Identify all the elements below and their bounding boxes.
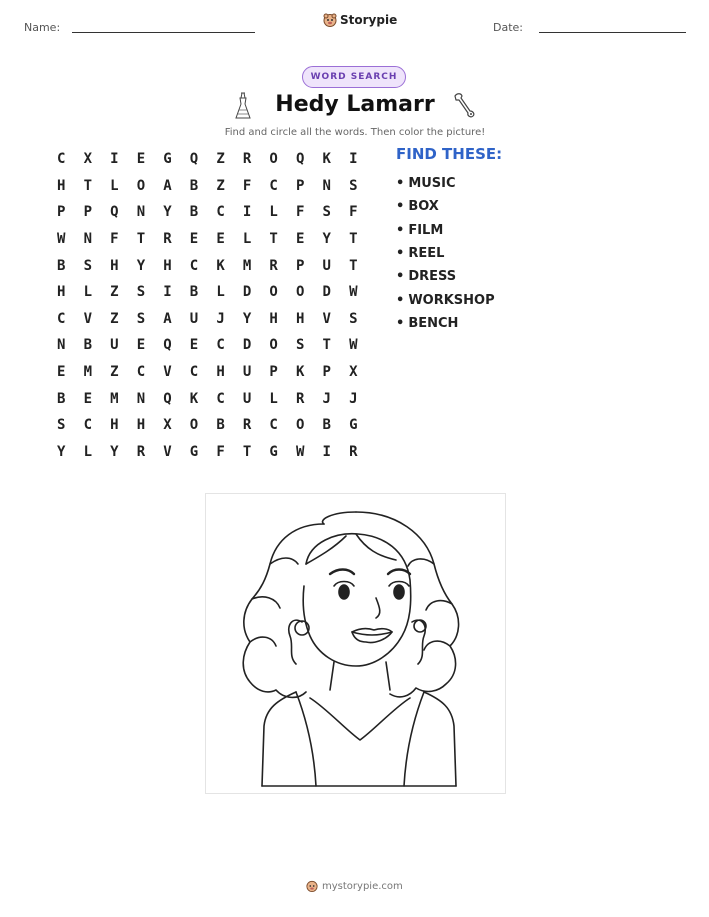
- bullet-icon: •: [396, 269, 405, 285]
- grid-letter[interactable]: C: [57, 151, 66, 168]
- grid-letter[interactable]: H: [136, 417, 146, 434]
- grid-letter[interactable]: H: [269, 310, 278, 327]
- grid-letter[interactable]: J: [216, 310, 225, 327]
- grid-letter[interactable]: E: [57, 364, 66, 381]
- grid-letter[interactable]: H: [57, 284, 66, 301]
- grid-letter[interactable]: R: [242, 417, 252, 434]
- grid-letter[interactable]: C: [189, 257, 199, 274]
- storypie-mascot-icon: [306, 880, 318, 892]
- grid-letter[interactable]: E: [189, 337, 199, 354]
- grid-letter[interactable]: D: [322, 284, 331, 301]
- grid-letter[interactable]: O: [295, 417, 305, 434]
- grid-letter[interactable]: C: [189, 364, 199, 381]
- word-label: DRESS: [408, 269, 457, 285]
- grid-letter[interactable]: T: [349, 231, 358, 248]
- grid-letter[interactable]: V: [163, 443, 172, 460]
- grid-letter[interactable]: C: [216, 204, 225, 221]
- grid-letter[interactable]: N: [136, 204, 146, 221]
- grid-letter[interactable]: P: [83, 204, 93, 221]
- grid-letter[interactable]: Y: [136, 257, 146, 274]
- grid-letter[interactable]: B: [83, 337, 93, 354]
- grid-letter[interactable]: Z: [110, 310, 119, 327]
- grid-letter[interactable]: L: [242, 231, 252, 248]
- grid-letter[interactable]: E: [136, 151, 146, 168]
- grid-letter[interactable]: F: [242, 177, 252, 194]
- grid-letter[interactable]: E: [295, 231, 305, 248]
- grid-letter[interactable]: T: [242, 443, 252, 460]
- grid-letter[interactable]: B: [57, 390, 66, 407]
- grid-letter[interactable]: U: [242, 390, 252, 407]
- bullet-icon: •: [396, 246, 405, 262]
- grid-letter[interactable]: Z: [110, 364, 119, 381]
- grid-letter[interactable]: K: [189, 390, 199, 407]
- grid-letter[interactable]: H: [163, 257, 172, 274]
- grid-letter[interactable]: U: [110, 337, 119, 354]
- word-label: WORKSHOP: [408, 292, 495, 308]
- grid-letter[interactable]: R: [349, 443, 358, 460]
- grid-letter[interactable]: A: [163, 310, 172, 327]
- grid-letter[interactable]: M: [83, 364, 93, 381]
- grid-letter[interactable]: B: [57, 257, 66, 274]
- grid-letter[interactable]: U: [322, 257, 331, 274]
- grid-letter[interactable]: R: [269, 257, 278, 274]
- grid-letter[interactable]: H: [295, 310, 305, 327]
- bullet-icon: •: [396, 315, 405, 331]
- grid-letter[interactable]: L: [269, 204, 278, 221]
- grid-letter[interactable]: N: [322, 177, 331, 194]
- grid-letter[interactable]: T: [269, 231, 278, 248]
- grid-letter[interactable]: K: [216, 257, 225, 274]
- grid-letter[interactable]: G: [189, 443, 199, 460]
- grid-letter[interactable]: K: [295, 364, 305, 381]
- word-list-item: [396, 288, 495, 311]
- grid-letter[interactable]: H: [110, 257, 119, 274]
- grid-letter[interactable]: V: [322, 310, 331, 327]
- grid-letter[interactable]: W: [295, 443, 305, 460]
- grid-letter[interactable]: C: [216, 390, 225, 407]
- grid-letter[interactable]: T: [322, 337, 331, 354]
- grid-letter[interactable]: E: [136, 337, 146, 354]
- grid-letter[interactable]: A: [163, 177, 172, 194]
- grid-letter[interactable]: O: [189, 417, 199, 434]
- grid-letter[interactable]: L: [269, 390, 278, 407]
- grid-letter[interactable]: P: [295, 257, 305, 274]
- grid-letter[interactable]: I: [163, 284, 172, 301]
- grid-letter[interactable]: S: [136, 310, 146, 327]
- grid-letter[interactable]: K: [322, 151, 331, 168]
- grid-letter[interactable]: B: [189, 177, 199, 194]
- grid-letter[interactable]: F: [295, 204, 305, 221]
- grid-letter[interactable]: H: [57, 177, 66, 194]
- grid-letter[interactable]: O: [269, 151, 278, 168]
- grid-letter[interactable]: H: [216, 364, 225, 381]
- dress-icon: [234, 92, 252, 120]
- word-list-item: [396, 312, 495, 335]
- grid-letter[interactable]: C: [136, 364, 146, 381]
- grid-letter[interactable]: Q: [163, 337, 172, 354]
- grid-letter[interactable]: B: [189, 284, 199, 301]
- grid-letter[interactable]: I: [322, 443, 331, 460]
- word-search-badge: WORD SEARCH: [302, 66, 406, 88]
- grid-letter[interactable]: D: [242, 284, 252, 301]
- grid-letter[interactable]: F: [110, 231, 119, 248]
- grid-letter[interactable]: B: [216, 417, 225, 434]
- grid-letter[interactable]: Z: [110, 284, 119, 301]
- bullet-icon: •: [396, 199, 405, 215]
- grid-letter[interactable]: J: [322, 390, 331, 407]
- grid-letter[interactable]: R: [295, 390, 305, 407]
- grid-letter[interactable]: E: [83, 390, 93, 407]
- grid-letter[interactable]: I: [349, 151, 358, 168]
- grid-letter[interactable]: R: [242, 151, 252, 168]
- grid-letter[interactable]: C: [269, 417, 278, 434]
- grid-letter[interactable]: N: [83, 231, 93, 248]
- word-list-item: [396, 195, 495, 218]
- date-label: Date:: [493, 21, 523, 34]
- grid-letter[interactable]: T: [349, 257, 358, 274]
- grid-letter[interactable]: S: [295, 337, 305, 354]
- grid-letter[interactable]: Y: [322, 231, 331, 248]
- grid-letter[interactable]: W: [349, 284, 358, 301]
- coloring-picture[interactable]: [205, 493, 506, 794]
- grid-letter[interactable]: H: [110, 417, 119, 434]
- bullet-icon: •: [396, 292, 405, 308]
- instructions: Find and circle all the words. Then color the picture!: [224, 127, 486, 138]
- storypie-mascot-icon: [323, 13, 337, 27]
- grid-letter[interactable]: T: [136, 231, 146, 248]
- word-label: MUSIC: [408, 176, 456, 192]
- word-label: BOX: [408, 199, 439, 215]
- grid-letter[interactable]: C: [216, 337, 225, 354]
- grid-letter[interactable]: G: [269, 443, 278, 460]
- name-line[interactable]: [72, 32, 255, 33]
- grid-letter[interactable]: N: [57, 337, 66, 354]
- grid-letter[interactable]: Q: [295, 151, 305, 168]
- grid-letter[interactable]: M: [242, 257, 252, 274]
- grid-letter[interactable]: Y: [163, 204, 172, 221]
- word-label: REEL: [408, 246, 445, 262]
- grid-letter[interactable]: W: [57, 231, 66, 248]
- grid-letter[interactable]: X: [163, 417, 172, 434]
- page-title: Hedy Lamarr: [275, 92, 435, 117]
- date-line[interactable]: [539, 32, 686, 33]
- grid-letter[interactable]: L: [216, 284, 225, 301]
- word-list-item: [396, 265, 495, 288]
- bullet-icon: •: [396, 176, 405, 192]
- grid-letter[interactable]: S: [349, 310, 358, 327]
- grid-letter[interactable]: I: [110, 151, 119, 168]
- grid-letter[interactable]: W: [349, 337, 358, 354]
- name-label: Name:: [24, 21, 61, 34]
- grid-letter[interactable]: C: [57, 310, 66, 327]
- grid-letter[interactable]: U: [242, 364, 252, 381]
- grid-letter[interactable]: Y: [110, 443, 119, 460]
- grid-letter[interactable]: G: [349, 417, 358, 434]
- grid-letter[interactable]: R: [163, 231, 172, 248]
- grid-letter[interactable]: B: [189, 204, 199, 221]
- brand-name: Storypie: [340, 13, 398, 27]
- grid-letter[interactable]: I: [242, 204, 252, 221]
- grid-letter[interactable]: C: [269, 177, 278, 194]
- grid-letter[interactable]: R: [136, 443, 146, 460]
- grid-letter[interactable]: N: [136, 390, 146, 407]
- footer: [306, 880, 403, 892]
- grid-letter[interactable]: F: [216, 443, 225, 460]
- grid-letter[interactable]: O: [269, 284, 278, 301]
- grid-letter[interactable]: Z: [216, 151, 225, 168]
- grid-letter[interactable]: S: [136, 284, 146, 301]
- word-list-item: [396, 219, 495, 242]
- grid-letter[interactable]: U: [189, 310, 199, 327]
- grid-letter[interactable]: S: [57, 417, 66, 434]
- grid-letter[interactable]: Z: [216, 177, 225, 194]
- footer-url[interactable]: mystorypie.com: [322, 880, 403, 892]
- grid-letter[interactable]: C: [83, 417, 93, 434]
- grid-letter[interactable]: B: [322, 417, 331, 434]
- grid-letter[interactable]: P: [295, 177, 305, 194]
- grid-letter[interactable]: L: [83, 284, 93, 301]
- grid-letter[interactable]: V: [83, 310, 93, 327]
- grid-letter[interactable]: O: [136, 177, 146, 194]
- grid-letter[interactable]: Q: [163, 390, 172, 407]
- grid-letter[interactable]: J: [349, 390, 358, 407]
- grid-letter[interactable]: D: [242, 337, 252, 354]
- grid-letter[interactable]: M: [110, 390, 119, 407]
- word-label: FILM: [408, 222, 444, 238]
- wrench-icon: [452, 92, 476, 118]
- find-title: FIND THESE:: [396, 145, 503, 163]
- grid-letter[interactable]: X: [349, 364, 358, 381]
- grid-letter[interactable]: S: [349, 177, 358, 194]
- grid-letter[interactable]: O: [295, 284, 305, 301]
- grid-letter[interactable]: F: [349, 204, 358, 221]
- grid-letter[interactable]: V: [163, 364, 172, 381]
- grid-letter[interactable]: Q: [189, 151, 199, 168]
- brand-logo: [323, 13, 397, 27]
- grid-letter[interactable]: S: [322, 204, 331, 221]
- word-list: [396, 172, 495, 335]
- word-label: BENCH: [408, 315, 459, 331]
- grid-letter[interactable]: L: [110, 177, 119, 194]
- grid-letter[interactable]: L: [83, 443, 93, 460]
- grid-letter[interactable]: O: [269, 337, 278, 354]
- grid-letter[interactable]: E: [189, 231, 199, 248]
- grid-letter[interactable]: G: [163, 151, 172, 168]
- grid-letter[interactable]: S: [83, 257, 93, 274]
- word-list-item: [396, 172, 495, 195]
- grid-letter[interactable]: Y: [242, 310, 252, 327]
- grid-letter[interactable]: E: [216, 231, 225, 248]
- bullet-icon: •: [396, 222, 405, 238]
- word-list-item: [396, 242, 495, 265]
- grid-letter[interactable]: Q: [110, 204, 119, 221]
- hedy-lamarr-portrait: [206, 494, 505, 793]
- grid-letter[interactable]: T: [83, 177, 93, 194]
- letter-grid: [48, 146, 367, 465]
- grid-letter[interactable]: X: [83, 151, 93, 168]
- grid-letter[interactable]: Y: [57, 443, 66, 460]
- grid-letter[interactable]: P: [269, 364, 278, 381]
- grid-letter[interactable]: P: [57, 204, 66, 221]
- grid-letter[interactable]: P: [322, 364, 331, 381]
